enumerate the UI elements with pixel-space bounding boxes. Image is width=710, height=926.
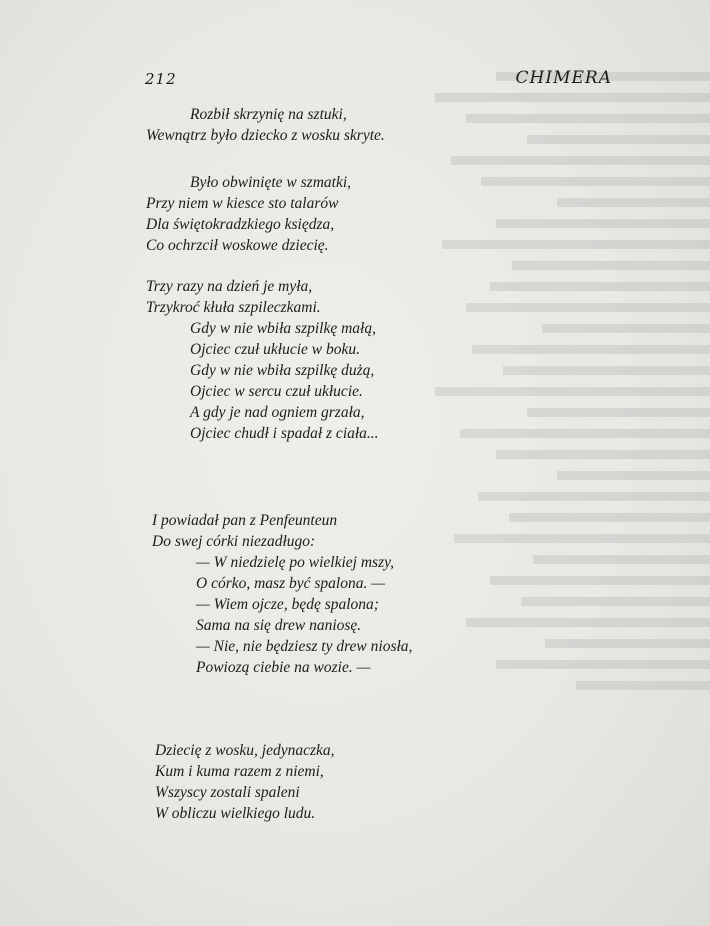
verse-line: Gdy w nie wbiła szpilkę małą, — [190, 320, 376, 337]
verse-line: Dla świętokradzkiego księdza, — [146, 216, 335, 233]
bleed-through-text — [405, 60, 710, 840]
verse-line: Trzykroć kłuła szpileczkami. — [146, 299, 321, 316]
verse-line: Dziecię z wosku, jedynaczka, — [155, 742, 335, 759]
stanza-3 — [146, 276, 379, 444]
verse-line: A gdy je nad ogniem grzała, — [190, 404, 365, 421]
stanza-5 — [155, 740, 335, 824]
verse-line: Do swej córki niezadługo: — [152, 533, 316, 550]
verse-line: Ojciec chudł i spadał z ciała... — [190, 425, 379, 442]
running-head-title: CHIMERA — [515, 68, 612, 88]
stanza-4 — [152, 510, 412, 678]
verse-line: — Nie, nie będziesz ty drew niosła, — [196, 638, 413, 655]
verse-line: — W niedzielę po wielkiej mszy, — [196, 554, 395, 571]
verse-line: Przy niem w kiesce sto talarów — [146, 195, 339, 212]
verse-line: I powiadał pan z Penfeunteun — [152, 512, 338, 529]
verse-line: O córko, masz być spalona. — — [196, 575, 385, 592]
stanza-1 — [146, 104, 385, 146]
verse-line: Kum i kuma razem z niemi, — [155, 763, 324, 780]
verse-line: Wszyscy zostali spaleni — [155, 784, 300, 801]
verse-line: Ojciec czuł ukłucie w boku. — [190, 341, 361, 358]
verse-line: W obliczu wielkiego ludu. — [155, 805, 316, 822]
verse-line: Ojciec w sercu czuł ukłucie. — [190, 383, 363, 400]
page-number: 212 — [145, 70, 177, 88]
verse-line: Wewnątrz było dziecko z wosku skryte. — [146, 127, 385, 144]
verse-line: Powiozą ciebie na wozie. — — [196, 659, 371, 676]
verse-line: — Wiem ojcze, będę spalona; — [196, 596, 379, 613]
verse-line: Trzy razy na dzień je myła, — [146, 278, 313, 295]
verse-line: Rozbił skrzynię na sztuki, — [190, 106, 347, 123]
stanza-2 — [146, 172, 351, 256]
verse-line: Było obwinięte w szmatki, — [190, 174, 352, 191]
verse-line: Gdy w nie wbiła szpilkę dużą, — [190, 362, 375, 379]
verse-line: Co ochrzcił woskowe dziecię. — [146, 237, 329, 254]
verse-line: Sama na się drew naniosę. — [196, 617, 362, 634]
